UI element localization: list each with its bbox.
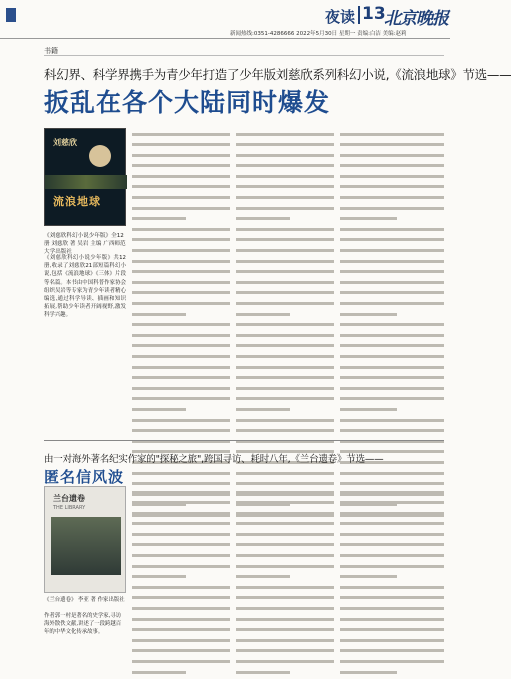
text-line	[236, 419, 334, 427]
text-line	[340, 554, 444, 562]
text-line	[340, 586, 444, 594]
text-line	[132, 281, 230, 289]
text-line	[340, 366, 444, 374]
text-line	[132, 207, 230, 215]
text-line	[340, 575, 444, 583]
text-line	[236, 660, 334, 668]
text-line	[340, 238, 444, 246]
text-line	[236, 596, 334, 604]
text-line	[236, 387, 334, 395]
text-line	[236, 554, 334, 562]
text-line	[236, 228, 334, 236]
text-line	[132, 596, 230, 604]
text-line	[132, 429, 230, 437]
article2-column-1	[132, 488, 230, 636]
text-line	[236, 429, 334, 437]
text-line	[340, 565, 444, 573]
text-line	[132, 607, 230, 615]
text-line	[340, 472, 444, 480]
text-line	[340, 522, 444, 530]
book-caption: 《刘慈欣科幻小说少年版》全12册 刘慈欣 著 吴岩 主编 广西师范大学出版社	[44, 233, 126, 255]
text-line	[132, 522, 230, 530]
book-intro: 《刘慈欣科幻小说少年版》共12册,收录了刘慈欣21部短篇科幻小说,包括《流浪地球》《三体》片段等名篇。本书由中国科普作家协会组织吴岩等专家为青少年读者精心编选,通过科学导读、插画和知识拓展,帮助少年读者开阔视野,激发科学兴趣。	[44, 255, 126, 319]
text-line	[236, 323, 334, 331]
text-line	[132, 228, 230, 236]
book-cover-image	[44, 128, 126, 226]
text-line	[132, 533, 230, 541]
article2-kicker: 由一对海外著名纪实作家的"探秘之旅",跨国寻访、耗时八年,《兰台遗卷》节选——	[44, 454, 384, 465]
text-line	[236, 313, 334, 321]
text-line	[340, 207, 444, 215]
text-line	[132, 313, 230, 321]
text-line	[236, 217, 334, 225]
cover-strip	[45, 175, 127, 189]
text-line	[132, 270, 230, 278]
header-accent-bar	[6, 8, 16, 22]
text-line	[132, 175, 230, 183]
text-line	[132, 512, 230, 520]
text-line	[340, 154, 444, 162]
text-line	[132, 575, 230, 583]
text-line	[340, 323, 444, 331]
text-line	[236, 355, 334, 363]
text-line	[132, 543, 230, 551]
text-line	[340, 217, 444, 225]
text-line	[132, 472, 230, 480]
text-line	[236, 397, 334, 405]
text-line	[236, 376, 334, 384]
text-line	[132, 501, 230, 509]
text-line	[236, 185, 334, 193]
article2-column-2	[236, 488, 334, 636]
text-line	[340, 512, 444, 520]
text-line	[236, 133, 334, 141]
text-line	[340, 249, 444, 257]
text-line	[236, 249, 334, 257]
text-line	[132, 618, 230, 626]
text-line	[132, 334, 230, 342]
text-line	[236, 366, 334, 374]
text-line	[132, 344, 230, 352]
text-line	[340, 143, 444, 151]
text-line	[132, 302, 230, 310]
text-lines	[340, 491, 444, 679]
text-line	[340, 408, 444, 416]
text-line	[340, 639, 444, 647]
text-line	[340, 543, 444, 551]
cover-title: 流浪地球	[53, 195, 101, 208]
text-line	[340, 281, 444, 289]
header-info-line: 新闻热线:0351-4286666 2022年5月30日 星期一 责编:白洁 美编:赵莉	[230, 31, 407, 37]
text-lines	[132, 491, 230, 679]
text-line	[132, 143, 230, 151]
text-line	[236, 291, 334, 299]
text-line	[340, 628, 444, 636]
text-line	[236, 586, 334, 594]
article1-column-1	[132, 130, 230, 435]
text-line	[132, 376, 230, 384]
header-rule	[0, 38, 450, 39]
text-line	[340, 419, 444, 427]
text-line	[340, 291, 444, 299]
text-line	[132, 397, 230, 405]
text-line	[132, 217, 230, 225]
cover-moon-icon	[89, 145, 111, 167]
text-line	[236, 472, 334, 480]
text-line	[236, 628, 334, 636]
text-line	[236, 260, 334, 268]
text-line	[340, 175, 444, 183]
text-line	[236, 196, 334, 204]
text-line	[236, 175, 334, 183]
text-line	[236, 164, 334, 172]
text-line	[132, 185, 230, 193]
text-line	[340, 196, 444, 204]
text-line	[236, 522, 334, 530]
text-line	[236, 501, 334, 509]
text-line	[132, 133, 230, 141]
text-line	[340, 387, 444, 395]
text-line	[236, 512, 334, 520]
text-line	[236, 618, 334, 626]
text-line	[340, 533, 444, 541]
text-line	[340, 133, 444, 141]
section-tag: 书籍	[44, 47, 58, 55]
article1-headline: 扳乱在各个大陆同时爆发	[44, 88, 331, 117]
section-rule	[44, 55, 444, 56]
text-line	[236, 334, 334, 342]
text-line	[236, 575, 334, 583]
text-line	[132, 291, 230, 299]
article1-column-3	[340, 130, 444, 435]
text-line	[340, 313, 444, 321]
text-line	[236, 565, 334, 573]
text-line	[340, 501, 444, 509]
text-line	[236, 281, 334, 289]
text-line	[132, 628, 230, 636]
text-line	[132, 238, 230, 246]
book-cover-image-2	[44, 486, 126, 593]
text-line	[340, 596, 444, 604]
text-line	[132, 408, 230, 416]
text-line	[236, 270, 334, 278]
text-line	[340, 671, 444, 679]
text-lines	[236, 491, 334, 679]
text-line	[236, 533, 334, 541]
text-line	[132, 196, 230, 204]
text-line	[132, 649, 230, 657]
text-line	[236, 671, 334, 679]
text-line	[236, 408, 334, 416]
text-line	[236, 639, 334, 647]
cover-author: 刘慈欣	[53, 138, 77, 147]
article-divider	[44, 440, 444, 441]
page-label: 夜读	[325, 8, 356, 26]
article1-kicker: 科幻界、科学界携手为青少年打造了少年版刘慈欣系列科幻小说,《流浪地球》节选——	[44, 67, 511, 82]
text-line	[340, 355, 444, 363]
text-line	[340, 429, 444, 437]
text-line	[340, 618, 444, 626]
text-line	[132, 565, 230, 573]
text-line	[236, 143, 334, 151]
page-divider	[358, 6, 360, 24]
text-line	[236, 154, 334, 162]
text-line	[340, 376, 444, 384]
cover-artwork	[51, 517, 121, 575]
text-line	[132, 249, 230, 257]
text-line	[340, 344, 444, 352]
text-line	[340, 228, 444, 236]
text-line	[340, 607, 444, 615]
text-line	[132, 355, 230, 363]
article1-column-2	[236, 130, 334, 435]
article2-column-3	[340, 488, 444, 636]
text-line	[236, 207, 334, 215]
book-caption-2: 《兰台遗卷》 李亚 著 作家出版社	[44, 597, 125, 603]
text-line	[340, 260, 444, 268]
text-line	[340, 334, 444, 342]
text-line	[340, 302, 444, 310]
text-line	[132, 154, 230, 162]
text-line	[236, 344, 334, 352]
newspaper-logo: 北京晚报	[384, 9, 448, 29]
text-line	[132, 260, 230, 268]
text-line	[132, 639, 230, 647]
text-line	[340, 660, 444, 668]
text-line	[132, 323, 230, 331]
text-line	[340, 164, 444, 172]
text-line	[132, 419, 230, 427]
text-line	[132, 387, 230, 395]
text-line	[132, 586, 230, 594]
book-intro-2: 作者郭一村是著名的史学家,寻访海外散佚文献,讲述了一段跨越百年的中华文化传承故事。	[44, 613, 122, 635]
text-line	[236, 491, 334, 499]
text-line	[236, 543, 334, 551]
cover-subtitle: THE LIBRARY	[53, 505, 86, 511]
text-line	[132, 491, 230, 499]
text-line	[132, 164, 230, 172]
text-line	[340, 397, 444, 405]
text-line	[132, 554, 230, 562]
text-line	[340, 491, 444, 499]
cover-title: 兰台遗卷	[53, 494, 85, 503]
text-line	[236, 649, 334, 657]
text-line	[236, 302, 334, 310]
text-line	[236, 238, 334, 246]
text-line	[132, 660, 230, 668]
article2-headline: 匿名信风波	[44, 468, 125, 486]
text-line	[132, 366, 230, 374]
text-line	[340, 270, 444, 278]
text-line	[340, 185, 444, 193]
page-number: 13	[362, 4, 386, 24]
text-line	[132, 671, 230, 679]
text-line	[340, 649, 444, 657]
text-line	[236, 607, 334, 615]
